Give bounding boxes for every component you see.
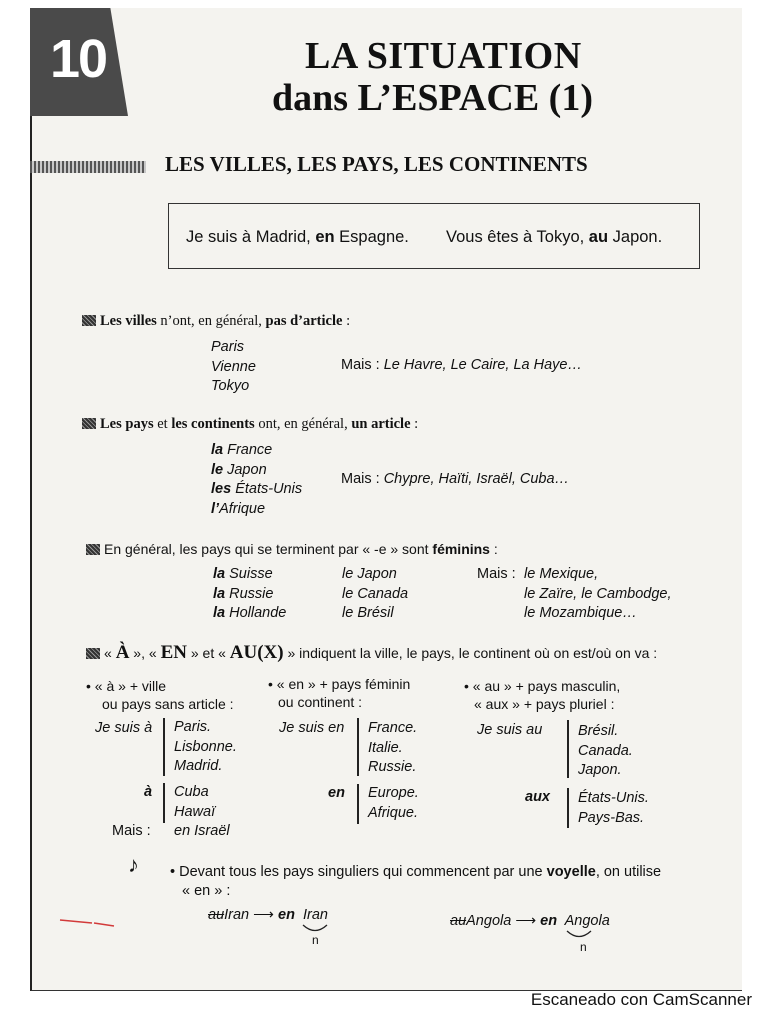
list-item: Lisbonne. (174, 738, 237, 755)
rule-3-masculine-list (342, 565, 408, 624)
list-item: Madrid. (174, 758, 223, 774)
chapter-number: 10 (50, 29, 107, 89)
col-a-lead: Je suis à (95, 720, 153, 736)
page-title-line2: dans L’ESPACE (1) (272, 77, 593, 119)
rule-bullet-icon (82, 418, 96, 429)
liaison-arc-icon (564, 928, 594, 942)
col-en-countries (368, 719, 417, 778)
example-country: le Japon (342, 566, 397, 582)
bullet-icon: • (86, 678, 95, 694)
example-country: le Mexique, (524, 566, 599, 582)
rule-2-examples (211, 441, 302, 519)
list-item: Pays-Bas. (578, 809, 645, 826)
example-city: Paris (211, 339, 245, 355)
list-item: Hawaï (174, 803, 216, 820)
example-city: Tokyo (211, 378, 250, 394)
example-country: les États-Unis (211, 481, 303, 497)
rule-1-heading: Les villes n’ont, en général, pas d’article : (82, 313, 350, 330)
example-sentence-2: Vous êtes à Tokyo, au Japon. (446, 228, 663, 246)
example-country: la France (211, 442, 273, 458)
col-a-lead2: à (144, 784, 153, 800)
col-au-header: • « au » + pays masculin, « aux » + pays pluriel : (464, 678, 621, 712)
bullet-icon: • (170, 864, 180, 880)
rule-3-exceptions (524, 565, 672, 624)
note-example-1: auIran ⟶ en Iran (208, 907, 328, 923)
liaison-n: n (312, 933, 319, 947)
col-a-mais: en Israël (174, 823, 230, 839)
example-country: le Japon (211, 461, 267, 478)
arrow-right-icon: ⟶ (515, 913, 537, 929)
list-item: Afrique. (368, 804, 418, 821)
rule-3-heading: En général, les pays qui se terminent par « -e » sont féminins : (86, 541, 498, 557)
example-sentence-1: Je suis à Madrid, en Espagne. (186, 228, 409, 246)
red-pen-mark (58, 914, 118, 928)
note-text: • Devant tous les pays singuliers qui commencent par une voyelle, on utilise « en » : (170, 864, 662, 899)
rule-1-exception: Mais : Le Havre, Le Caire, La Haye… (341, 357, 582, 373)
col-en-header: • « en » + pays féminin ou continent : (268, 676, 411, 710)
divider (357, 718, 359, 776)
col-a-cities (174, 718, 237, 777)
section-heading: LES VILLES, LES PAYS, LES CONTINENTS (165, 152, 588, 176)
example-city: Vienne (211, 358, 256, 375)
example-country: le Canada (342, 585, 409, 602)
example-country: la Russie (213, 585, 274, 602)
col-au-lead2: aux (525, 789, 550, 805)
col-au-countries (578, 722, 633, 781)
list-item: Europe. (368, 785, 419, 801)
list-item: France. (368, 720, 418, 736)
scanner-watermark: Escaneado con CamScanner (530, 990, 752, 1009)
rule-bullet-icon (86, 648, 100, 659)
page-title-line1: LA SITUATION (305, 35, 582, 77)
rule-4-heading: « À », « EN » et « AU(X) » indiquent la ville, le pays, le continent où on est/où on va : (86, 642, 657, 664)
divider (567, 720, 569, 778)
list-item: Russie. (368, 759, 417, 775)
list-item: Cuba (174, 784, 209, 800)
rule-bullet-icon (82, 315, 96, 326)
section-bar (30, 161, 146, 173)
divider (567, 788, 569, 828)
col-en-lead: Je suis en (279, 720, 345, 736)
rule-2-exception: Mais : Chypre, Haïti, Israël, Cuba… (341, 471, 570, 487)
col-au-lead: Je suis au (477, 722, 543, 738)
col-a-countries (174, 783, 215, 822)
bullet-icon: • (464, 678, 473, 694)
col-en-continents (368, 784, 419, 823)
divider (163, 783, 165, 823)
arrow-right-icon: ⟶ (253, 907, 274, 923)
example-country: le Brésil (342, 605, 394, 621)
note-example-2: auAngola ⟶ en Angola (450, 913, 610, 929)
rule-3-mais-label: Mais : (477, 566, 516, 582)
list-item: Brésil. (578, 723, 619, 739)
col-a-header: • « à » + ville ou pays sans article : (86, 678, 234, 712)
list-item: Paris. (174, 719, 212, 735)
list-item: États-Unis. (578, 790, 649, 806)
divider (357, 784, 359, 824)
example-country: le Zaïre, le Cambodge, (524, 585, 672, 602)
example-country: le Mozambique… (524, 605, 637, 621)
musical-note-icon: ♪ (128, 852, 139, 877)
example-country: la Hollande (213, 605, 287, 621)
liaison-n: n (580, 940, 587, 954)
col-a-mais-label: Mais : (112, 823, 151, 839)
example-country: l’Afrique (211, 500, 266, 517)
list-item: Japon. (578, 762, 622, 778)
list-item: Italie. (368, 739, 403, 756)
divider (163, 718, 165, 776)
example-country: la Suisse (213, 566, 273, 582)
rule-3-feminine-list (213, 565, 286, 624)
list-item: Canada. (578, 742, 633, 759)
bullet-icon: • (268, 676, 277, 692)
col-au-plural-countries (578, 789, 649, 828)
rule-2-heading: Les pays et les continents ont, en général, un article : (82, 416, 418, 433)
rule-bullet-icon (86, 544, 100, 555)
rule-1-examples (211, 338, 256, 397)
col-en-lead2: en (328, 785, 345, 801)
